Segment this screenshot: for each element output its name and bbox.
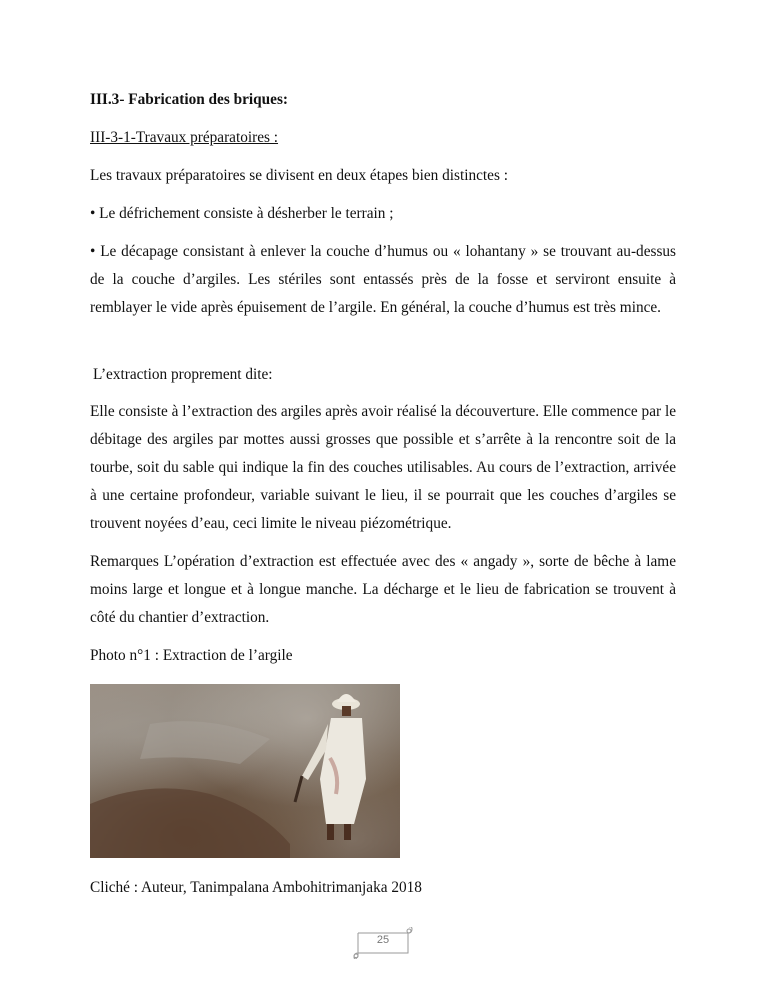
bullet-decapage: • Le décapage consistant à enlever la couche d’humus ou « lohantany » se trouvant au-dessus de la couche d’argiles. Les stériles sont entassés près de la fosse et serviront ensuite à remblayer le vide après épuisement de l’argile. En général, la couche d’humus est très mince. (90, 243, 676, 316)
subsection-heading (90, 129, 676, 147)
page-number: 25 (376, 934, 390, 946)
extraction-paragraph: Elle consiste à l’extraction des argiles après avoir réalisé la découverture. Elle commence par le débitage des argiles par mottes aussi grosses que possible et s’arrête à la rencontre soit de la tourbe, soit du sable qui indique la fin des couches utilisables. Au cours de l’extraction, arrivée à une certaine profondeur, variable suivant le lieu, il se pourrait que les couches d’argiles se trouvent noyées d’eau, ceci limite le niveau piézométrique. (90, 403, 676, 532)
photo-caption: Photo n°1 : Extraction de l’argile (90, 647, 293, 664)
section-heading: III.3- Fabrication des briques: (90, 91, 289, 108)
photo-credit: Cliché : Auteur, Tanimpalana Ambohitrimanjaka 2018 (90, 879, 422, 896)
photo-clay-extraction (90, 684, 400, 858)
intro-paragraph: Les travaux préparatoires se divisent en deux étapes bien distinctes : (90, 167, 508, 184)
photo-figure-worker (90, 684, 400, 858)
remarks-paragraph: Remarques L’opération d’extraction est effectuée avec des « angady », sorte de bêche à lame moins large et longue et à longue manche. La décharge et le lieu de fabrication se trouvent à côté du chantier d’extraction. (90, 553, 676, 626)
subsection-heading-text: III-3-1-Travaux préparatoires : (90, 129, 279, 146)
bullet-defrichement: • Le défrichement consiste à désherber le terrain ; (90, 205, 394, 222)
extraction-heading: L’extraction proprement dite: (93, 366, 273, 383)
